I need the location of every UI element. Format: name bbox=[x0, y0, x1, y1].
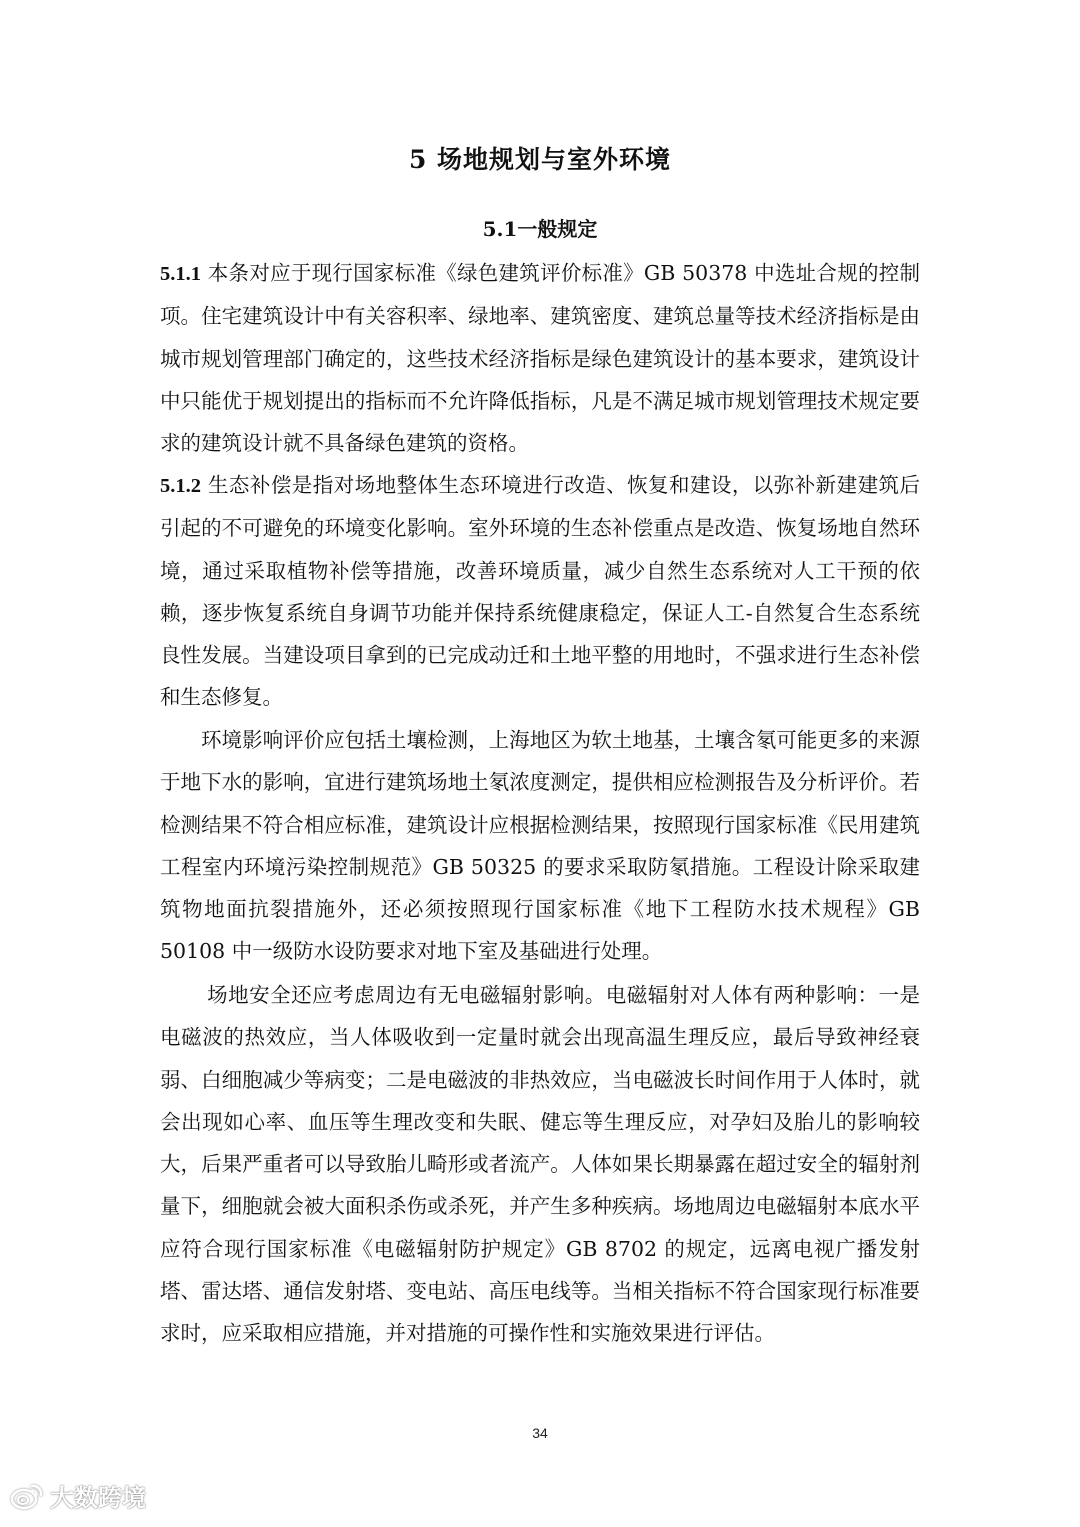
paragraph-text: 本条对应于现行国家标准《绿色建筑评价标准》GB 50378 中选址合规的控制项。住宅建筑设计中有关容积率、绿地率、建筑密度、建筑总量等技术经济指标是由城市规划管理部门确定的，这些技术经济指标是绿色建筑设计的基本要求，建筑设计中只能优于规划提出的指标而不允许降低指标，凡是不满足城市规划管理技术规定要求的建筑设计就不具备绿色建筑的资格。 bbox=[160, 261, 920, 456]
clause-number: 5.1.1 bbox=[160, 263, 201, 285]
document-page bbox=[160, 0, 920, 1527]
clause-paragraph-5-1-2 bbox=[160, 464, 920, 719]
paragraph-text: 环境影响评价应包括土壤检测，上海地区为软土地基，土壤含氡可能更多的来源于地下水的影响，宜进行建筑场地土氡浓度测定，提供相应检测报告及分析评价。若检测结果不符合相应标准，建筑设计应根据检测结果，按照现行国家标准《民用建筑工程室内环境污染控制规范》GB 50325 的要求采取防氡措施。工程设计除采取建筑物地面抗裂措施外，还必须按照现行国家标准《地下工程防水技术规程》GB 50108 中一级防水设防要求对地下室及基础进行处理。 bbox=[160, 728, 920, 964]
page-number: 34 bbox=[532, 1425, 548, 1441]
watermark-text: 大数跨境 bbox=[50, 1484, 146, 1512]
paragraph-environmental-assessment bbox=[160, 719, 920, 973]
paragraph-text: 场地安全还应考虑周边有无电磁辐射影响。电磁辐射对人体有两种影响：一是电磁波的热效应，当人体吸收到一定量时就会出现高温生理反应，最后导致神经衰弱、白细胞减少等病变；二是电磁波的非热效应，当电磁波长时间作用于人体时，就会出现如心率、血压等生理改变和失眠、健忘等生理反应，对孕妇及胎儿的影响较大，后果严重者可以导致胎儿畸形或者流产。人体如果长期暴露在超过安全的辐射剂量下，细胞就会被大面积杀伤或杀死，并产生多种疾病。场地周边电磁辐射本底水平应符合现行国家标准《电磁辐射防护规定》GB 8702 的规定，远离电视广播发射塔、雷达塔、通信发射塔、变电站、高压电线等。当相关指标不符合国家现行标准要求时，应采取相应措施，并对措施的可操作性和实施效果进行评估。 bbox=[160, 983, 920, 1346]
paragraph-text: 生态补偿是指对场地整体生态环境进行改造、恢复和建设，以弥补新建建筑后引起的不可避免的环境变化影响。室外环境的生态补偿重点是改造、恢复场地自然环境，通过采取植物补偿等措施，改善环境质量，减少自然生态系统对人工干预的依赖，逐步恢复系统自身调节功能并保持系统健康稳定，保证人工-自然复合生态系统良性发展。当建设项目拿到的已完成动迁和土地平整的用地时，不强求进行生态补偿和生态修复。 bbox=[160, 473, 920, 710]
weibo-logo-icon bbox=[10, 1482, 44, 1510]
clause-number: 5.1.2 bbox=[160, 475, 201, 497]
paragraph-electromagnetic-radiation bbox=[160, 974, 920, 1355]
clause-paragraph-5-1-1 bbox=[160, 252, 920, 464]
section-title: 5.1一般规定 bbox=[482, 217, 598, 241]
watermark bbox=[10, 1478, 146, 1513]
chapter-title: 5 场地规划与室外环境 bbox=[408, 145, 672, 174]
